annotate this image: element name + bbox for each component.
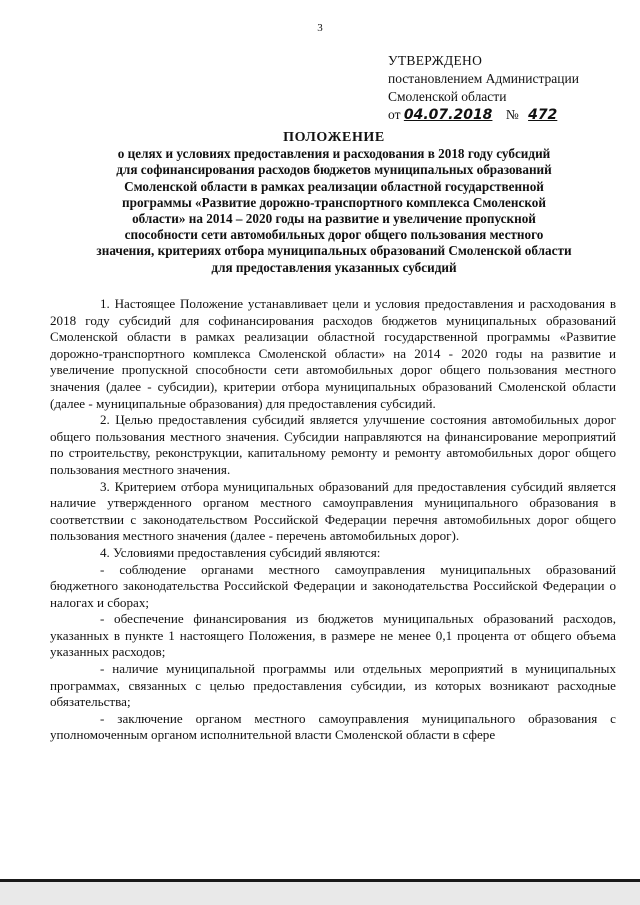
condition-item: - заключение органом местного самоуправления муниципального образования с уполномоченным органом исполнительной власти Смоленской области в сфере — [50, 710, 616, 743]
approval-date-line — [388, 106, 628, 124]
condition-item: - наличие муниципальной программы или отдельных мероприятий в муниципальных программах, связанных с целью предоставления субсидии, из которых возникают расходные обязательства; — [50, 661, 616, 710]
approval-heading: УТВЕРЖДЕНО — [388, 53, 483, 68]
paragraph-2: 2. Целью предоставления субсидий является улучшение состояния автомобильных дорог общего пользования местного значения. Субсидии направляются на финансирование мероприятий по строительству, реконструкции, капитальному ремонту и ремонту автомобильных дорог общего пользования местного значения. — [50, 412, 616, 477]
paragraph-3: 3. Критерием отбора муниципальных образований для предоставления субсидий является наличие утвержденного органом местного самоуправления муниципального образования в соответствии с законодательством Российской Федерации перечня автомобильных дорог общего пользования местного значения (далее - перечень автомобильных дорог). — [50, 478, 616, 544]
title-main: ПОЛОЖЕНИЕ — [283, 130, 385, 145]
document-title — [58, 130, 610, 276]
approval-line-2: Смоленской области — [388, 89, 507, 104]
scan-edge-shadow — [0, 882, 640, 905]
approval-number: 472 — [528, 107, 558, 123]
title-line: для софинансирования расходов бюджетов муниципальных образований — [116, 162, 552, 178]
approval-date: 04.07.2018 — [403, 107, 493, 123]
title-line: Смоленской области в рамках реализации областной государственной — [124, 178, 544, 194]
approval-stamp — [388, 52, 628, 124]
from-label: от — [388, 107, 401, 122]
title-line: для предоставления указанных субсидий — [211, 259, 457, 275]
document-body — [50, 296, 616, 744]
page-number: 3 — [317, 22, 323, 34]
condition-item: - обеспечение финансирования из бюджетов муниципальных образований расходов, указанных в пункте 1 настоящего Положения, в размере не менее 0,1 процента от общего объема указанных расходов; — [50, 611, 616, 660]
condition-item: - соблюдение органами местного самоуправления муниципальных образований бюджетного законодательства Российской Федерации и законодательства Российской Федерации о налогах и сборах; — [50, 561, 616, 610]
title-line: значения, критериях отбора муниципальных образований Смоленской области — [96, 243, 572, 259]
title-line: о целях и условиях предоставления и расходования в 2018 году субсидий — [117, 146, 551, 162]
title-line: способности сети автомобильных дорог общего пользования местного — [124, 227, 544, 243]
number-label: № — [505, 107, 519, 122]
title-line: программы «Развитие дорожно-транспортного комплекса Смоленской — [122, 194, 546, 210]
paragraph-4: 4. Условиями предоставления субсидий являются: — [100, 544, 381, 560]
title-line: области» на 2014 – 2020 годы на развитие и увеличение пропускной — [132, 211, 536, 227]
paragraph-1: 1. Настоящее Положение устанавливает цели и условия предоставления и расходования в 2018 году субсидий для софинансирования расходов бюджетов муниципальных образований Смоленской области в рамках реализации областной государственной программы «Развитие дорожно-транспортного комплекса Смоленской области» на 2014 - 2020 годы на развитие и увеличение пропускной способности сети автомобильных дорог общего пользования местного значения (далее - субсидии), критерии отбора муниципальных образований Смоленской области (далее - муниципальные образования) для предоставления субсидий. — [50, 296, 616, 411]
approval-line-1: постановлением Администрации — [388, 71, 579, 86]
